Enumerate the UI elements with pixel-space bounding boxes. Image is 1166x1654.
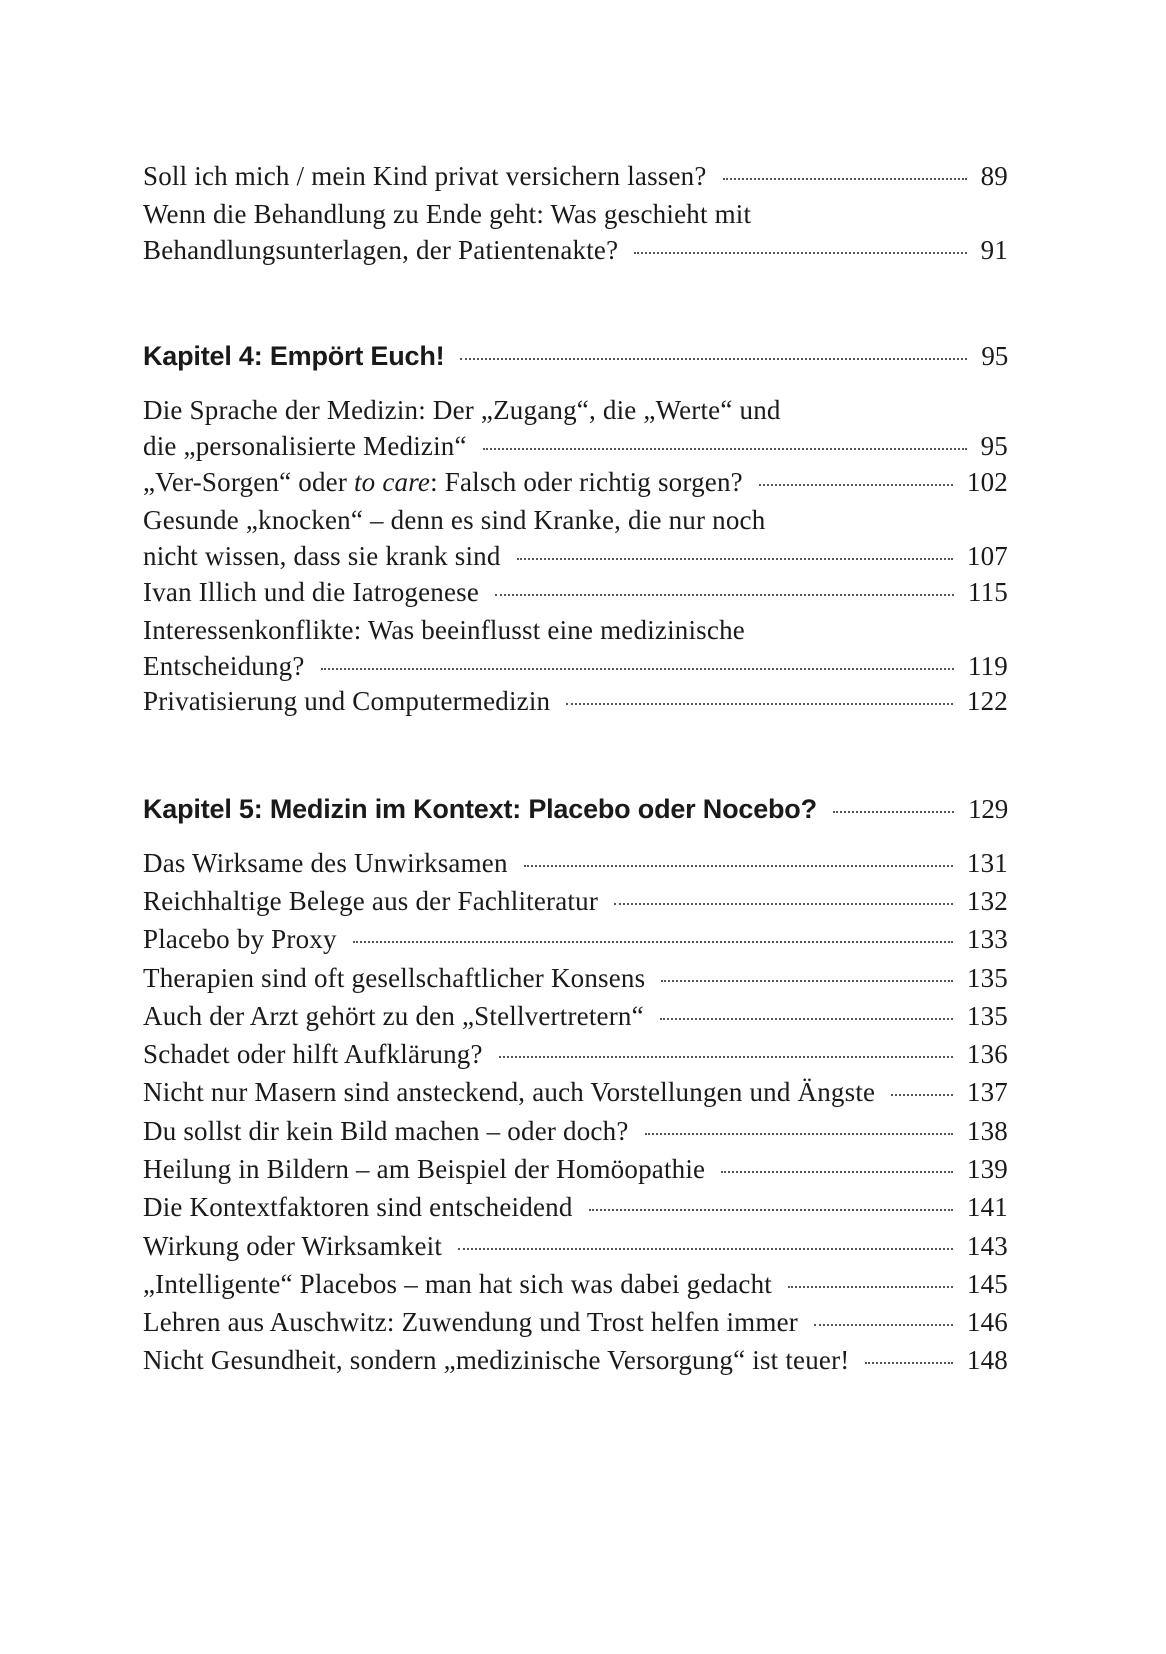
- toc-page-number: 122: [966, 686, 1008, 716]
- leader-dots: [499, 1055, 953, 1058]
- toc-entry-title: Das Wirksame des Unwirksamen: [143, 848, 508, 878]
- toc-entry: [143, 464, 1008, 500]
- toc-entry: [143, 1342, 1008, 1378]
- toc-entry: [143, 502, 1008, 574]
- leader-dots: [517, 557, 953, 560]
- toc-entry-title: Wirkung oder Wirksamkeit: [143, 1231, 443, 1261]
- leader-dots: [721, 1170, 953, 1173]
- leader-dots: [460, 357, 967, 360]
- toc-entry-title-line-2: die „personalisierte Medizin“: [143, 431, 467, 461]
- toc-page-number: 135: [966, 963, 1008, 993]
- toc-page-number: 133: [966, 924, 1008, 954]
- toc-entry: [143, 1113, 1008, 1149]
- toc-page-number: 145: [966, 1269, 1008, 1299]
- chapter-heading: [143, 338, 1008, 374]
- toc-page-number: 107: [966, 541, 1008, 571]
- chapter-title: Kapitel 4: Empört Euch!: [143, 341, 445, 371]
- toc-entry: [143, 574, 1008, 610]
- leader-dots: [660, 1017, 953, 1020]
- toc-page-number: 119: [967, 651, 1008, 681]
- toc-entry-title-line-1: Wenn die Behandlung zu Ende geht: Was geschieht mit: [143, 199, 752, 229]
- toc-entry-title: „Intelligente“ Placebos – man hat sich was dabei gedacht: [143, 1269, 772, 1299]
- toc-entry: [143, 998, 1008, 1034]
- toc-page-number: 89: [980, 161, 1008, 191]
- toc-entry: [143, 612, 1008, 684]
- toc-entry-title: Placebo by Proxy: [143, 924, 337, 954]
- toc-entry-title-line-1: Interessenkonflikte: Was beeinflusst eine medizinische: [143, 615, 745, 645]
- leader-dots: [353, 940, 953, 943]
- toc-entry-title: Auch der Arzt gehört zu den „Stellvertretern“: [143, 1001, 644, 1031]
- toc-page-number: 95: [980, 431, 1008, 461]
- leader-dots: [833, 810, 954, 813]
- toc-entry-title: Lehren aus Auschwitz: Zuwendung und Trost helfen immer: [143, 1307, 798, 1337]
- toc-entry-title: Soll ich mich / mein Kind privat versichern lassen?: [143, 161, 707, 191]
- toc-entry-title: Nicht Gesundheit, sondern „medizinische Versorgung“ ist teuer!: [143, 1345, 850, 1375]
- toc-entry: [143, 921, 1008, 957]
- toc-entry: [143, 1151, 1008, 1187]
- toc-entry: [143, 1074, 1008, 1110]
- leader-dots: [321, 667, 954, 670]
- toc-page-number: 138: [966, 1116, 1008, 1146]
- toc-page-number: 102: [966, 467, 1008, 497]
- toc-entry-title-line-1: Gesunde „knocken“ – denn es sind Kranke, die nur noch: [143, 505, 766, 535]
- leader-dots: [589, 1208, 953, 1211]
- leader-dots: [788, 1285, 953, 1288]
- toc-entry-title-line-2: nicht wissen, dass sie krank sind: [143, 541, 501, 571]
- toc-entry: [143, 845, 1008, 881]
- toc-entry: [143, 960, 1008, 996]
- toc-entry: [143, 1228, 1008, 1264]
- chapter-heading: [143, 791, 1008, 827]
- toc-entry-title: Reichhaltige Belege aus der Fachliteratur: [143, 886, 599, 916]
- leader-dots: [634, 251, 966, 254]
- toc-page-number: 135: [966, 1001, 1008, 1031]
- leader-dots: [524, 864, 953, 867]
- leader-dots: [495, 593, 954, 596]
- leader-dots: [865, 1361, 952, 1364]
- toc-entry: [143, 1189, 1008, 1225]
- chapter-title: Kapitel 5: Medizin im Kontext: Placebo oder Nocebo?: [143, 794, 817, 824]
- leader-dots: [566, 702, 953, 705]
- leader-dots: [645, 1132, 953, 1135]
- toc-page-number: 141: [966, 1192, 1008, 1222]
- toc-entry: [143, 158, 1008, 194]
- toc-page-number: 148: [966, 1345, 1008, 1375]
- toc-page-number: 132: [966, 886, 1008, 916]
- leader-dots: [483, 447, 967, 450]
- toc-page-number: 115: [967, 577, 1008, 607]
- leader-dots: [458, 1247, 953, 1250]
- leader-dots: [614, 902, 953, 905]
- toc-entry-title: Privatisierung und Computermedizin: [143, 686, 551, 716]
- toc-entry: [143, 392, 1008, 464]
- toc-page-number: 129: [968, 794, 1008, 824]
- toc-page-number: 143: [966, 1231, 1008, 1261]
- leader-dots: [814, 1323, 953, 1326]
- toc-page-number: 146: [966, 1307, 1008, 1337]
- toc-entry-title: Schadet oder hilft Aufklärung?: [143, 1039, 483, 1069]
- leader-dots: [661, 979, 953, 982]
- toc-page-number: 139: [966, 1154, 1008, 1184]
- toc-entry-title: Du sollst dir kein Bild machen – oder doch?: [143, 1116, 629, 1146]
- toc-entry: [143, 883, 1008, 919]
- toc-page-number: 136: [966, 1039, 1008, 1069]
- toc-entry-title-line-2: Entscheidung?: [143, 651, 305, 681]
- toc-page-number: 131: [966, 848, 1008, 878]
- toc-entry-title: Heilung in Bildern – am Beispiel der Homöopathie: [143, 1154, 706, 1184]
- toc-page-number: 95: [981, 341, 1008, 371]
- toc-entry: [143, 1036, 1008, 1072]
- leader-dots: [891, 1093, 953, 1096]
- toc-entry-title: „Ver-Sorgen“ oder to care: Falsch oder richtig sorgen?: [143, 467, 743, 497]
- toc-entry: [143, 1304, 1008, 1340]
- toc-page-number: 137: [966, 1077, 1008, 1107]
- toc-entry-title-line-1: Die Sprache der Medizin: Der „Zugang“, die „Werte“ und: [143, 395, 781, 425]
- toc-entry: [143, 683, 1008, 719]
- leader-dots: [723, 177, 967, 180]
- toc-entry-title: Therapien sind oft gesellschaftlicher Konsens: [143, 963, 646, 993]
- toc-entry-title: Ivan Illich und die Iatrogenese: [143, 577, 480, 607]
- toc-entry: [143, 196, 1008, 268]
- toc-page-number: 91: [980, 235, 1008, 265]
- toc-entry-title: Die Kontextfaktoren sind entscheidend: [143, 1192, 573, 1222]
- italic-phrase: to care: [353, 467, 431, 497]
- toc-entry-title: Nicht nur Masern sind ansteckend, auch Vorstellungen und Ängste: [143, 1077, 876, 1107]
- toc-entry: [143, 1266, 1008, 1302]
- toc-entry-title-line-2: Behandlungsunterlagen, der Patientenakte?: [143, 235, 619, 265]
- leader-dots: [759, 483, 953, 486]
